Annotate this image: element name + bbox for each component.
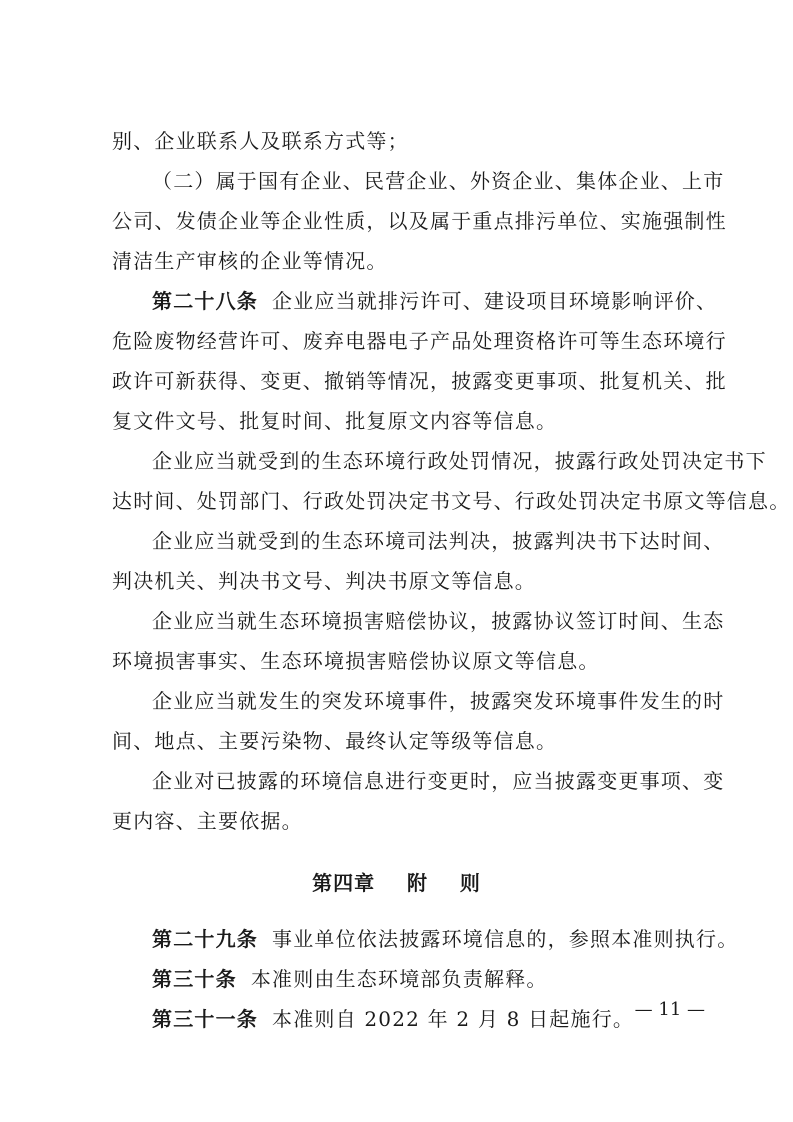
text-line: （二）属于国有企业、民营企业、外资企业、集体企业、上市 bbox=[152, 169, 725, 193]
text-line: 达时间、处罚部门、行政处罚决定书文号、行政处罚决定书原文等信息。 bbox=[112, 489, 791, 513]
article-label: 第三十条 bbox=[152, 967, 237, 991]
text-line: 企业应当就发生的突发环境事件，披露突发环境事件发生的时 bbox=[152, 689, 725, 713]
text-line: 判决机关、判决书文号、判决书原文等信息。 bbox=[112, 569, 536, 593]
article-label: 第三十一条 bbox=[152, 1007, 258, 1031]
article-29 bbox=[152, 926, 752, 952]
text-line: 企业应当就生态环境损害赔偿协议，披露协议签订时间、生态 bbox=[152, 609, 725, 633]
text-line: 企业对已披露的环境信息进行变更时，应当披露变更事项、变 bbox=[152, 769, 725, 793]
article-label: 第二十九条 bbox=[152, 927, 258, 951]
text-line: 环境损害事实、生态环境损害赔偿协议原文等信息。 bbox=[112, 649, 600, 673]
text-line: 别、企业联系人及联系方式等； bbox=[112, 129, 409, 153]
article-text: 企业应当就排污许可、建设项目环境影响评价、 bbox=[272, 289, 718, 313]
article-28-first-line bbox=[152, 288, 752, 314]
text-line: 政许可新获得、变更、撤销等情况，披露变更事项、批复机关、批 bbox=[112, 369, 727, 393]
article-text: 事业单位依法披露环境信息的，参照本准则执行。 bbox=[272, 927, 739, 951]
chapter-heading: 第四章 附 则 bbox=[312, 871, 481, 895]
text-line: 公司、发债企业等企业性质，以及属于重点排污单位、实施强制性 bbox=[112, 209, 727, 233]
article-label: 第二十八条 bbox=[152, 289, 258, 313]
page-number: — 11 — bbox=[634, 999, 705, 1020]
article-30 bbox=[152, 966, 752, 992]
text-line: 复文件文号、批复时间、批复原文内容等信息。 bbox=[112, 409, 558, 433]
text-line: 企业应当就受到的生态环境行政处罚情况，披露行政处罚决定书下 bbox=[152, 449, 767, 473]
text-line: 危险废物经营许可、废弃电器电子产品处理资格许可等生态环境行 bbox=[112, 329, 727, 353]
article-text: 本准则自 2022 年 2 月 8 日起施行。 bbox=[272, 1007, 635, 1031]
text-line: 间、地点、主要污染物、最终认定等级等信息。 bbox=[112, 729, 558, 753]
text-line: 企业应当就受到的生态环境司法判决，披露判决书下达时间、 bbox=[152, 529, 725, 553]
article-text: 本准则由生态环境部负责解释。 bbox=[250, 967, 548, 991]
text-line: 清洁生产审核的企业等情况。 bbox=[112, 249, 388, 273]
text-line: 更内容、主要依据。 bbox=[112, 809, 303, 833]
